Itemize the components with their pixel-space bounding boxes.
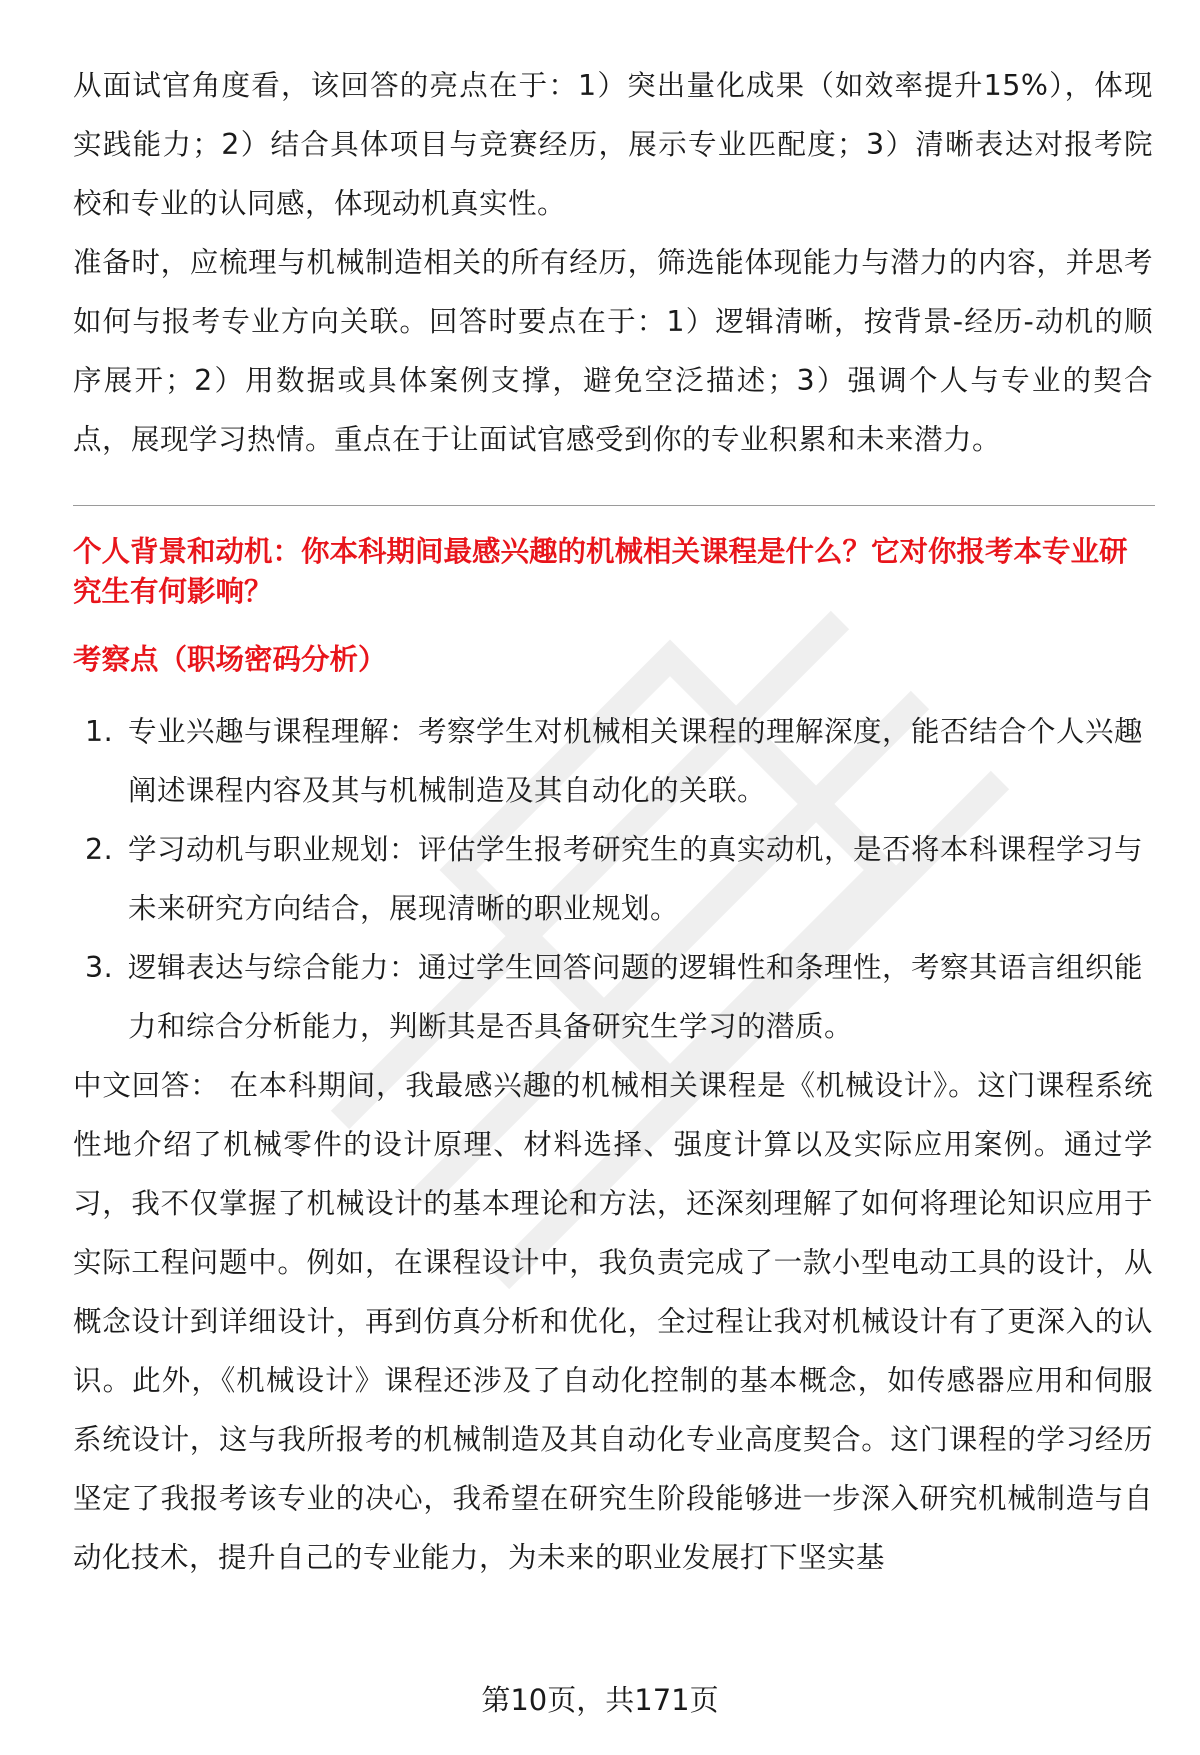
page-footer: 第10页，共171页 [481, 1683, 719, 1717]
list-item [73, 938, 1153, 1056]
list-item-text: 逻辑表达与综合能力：通过学生回答问题的逻辑性和条理性，考察其语言组织能力和综合分析能力，判断其是否具备研究生学习的潜质。 [128, 951, 1144, 1043]
assessment-list [73, 702, 1153, 1056]
list-item-number: 3. [85, 951, 114, 984]
question-heading: 个人背景和动机：你本科期间最感兴趣的机械相关课程是什么？它对你报考本专业研究生有何影响？ [73, 535, 1128, 608]
list-item-number: 1. [85, 715, 114, 748]
answer-paragraph: 中文回答： 在本科期间，我最感兴趣的机械相关课程是《机械设计》。这门课程系统性地介绍了机械零件的设计原理、材料选择、强度计算以及实际应用案例。通过学习，我不仅掌握了机械设计的基本理论和方法，还深刻理解了如何将理论知识应用于实际工程问题中。例如，在课程设计中，我负责完成了一款小型电动工具的设计，从概念设计到详细设计，再到仿真分析和优化，全过程让我对机械设计有了更深入的认识。此外，《机械设计》课程还涉及了自动化控制的基本概念，如传感器应用和伺服系统设计，这与我所报考的机械制造及其自动化专业高度契合。这门课程的学习经历坚定了我报考该专业的决心，我希望在研究生阶段能够进一步深入研究机械制造与自动化技术，提升自己的专业能力，为未来的职业发展打下坚实基 [73, 1069, 1153, 1574]
section-divider [73, 505, 1155, 506]
assessment-heading: 考察点（职场密码分析） [73, 643, 387, 676]
intro-paragraph: 从面试官角度看，该回答的亮点在于：1）突出量化成果（如效率提升15%），体现实践能力；2）结合具体项目与竞赛经历，展示专业匹配度；3）清晰表达对报考院校和专业的认同感，体现动机真实性。 [73, 69, 1153, 220]
list-item-text: 专业兴趣与课程理解：考察学生对机械相关课程的理解深度，能否结合个人兴趣阐述课程内容及其与机械制造及其自动化的关联。 [128, 715, 1144, 807]
main-content [73, 56, 1153, 1587]
intro-paragraph: 准备时，应梳理与机械制造相关的所有经历，筛选能体现能力与潜力的内容，并思考如何与报考专业方向关联。回答时要点在于：1）逻辑清晰，按背景-经历-动机的顺序展开；2）用数据或具体案例支撑，避免空泛描述；3）强调个人与专业的契合点，展现学习热情。重点在于让面试官感受到你的专业积累和未来潜力。 [73, 246, 1153, 456]
list-item [73, 820, 1153, 938]
list-item-text: 学习动机与职业规划：评估学生报考研究生的真实动机，是否将本科课程学习与未来研究方向结合，展现清晰的职业规划。 [128, 833, 1144, 925]
list-item [73, 702, 1153, 820]
list-item-number: 2. [85, 833, 114, 866]
